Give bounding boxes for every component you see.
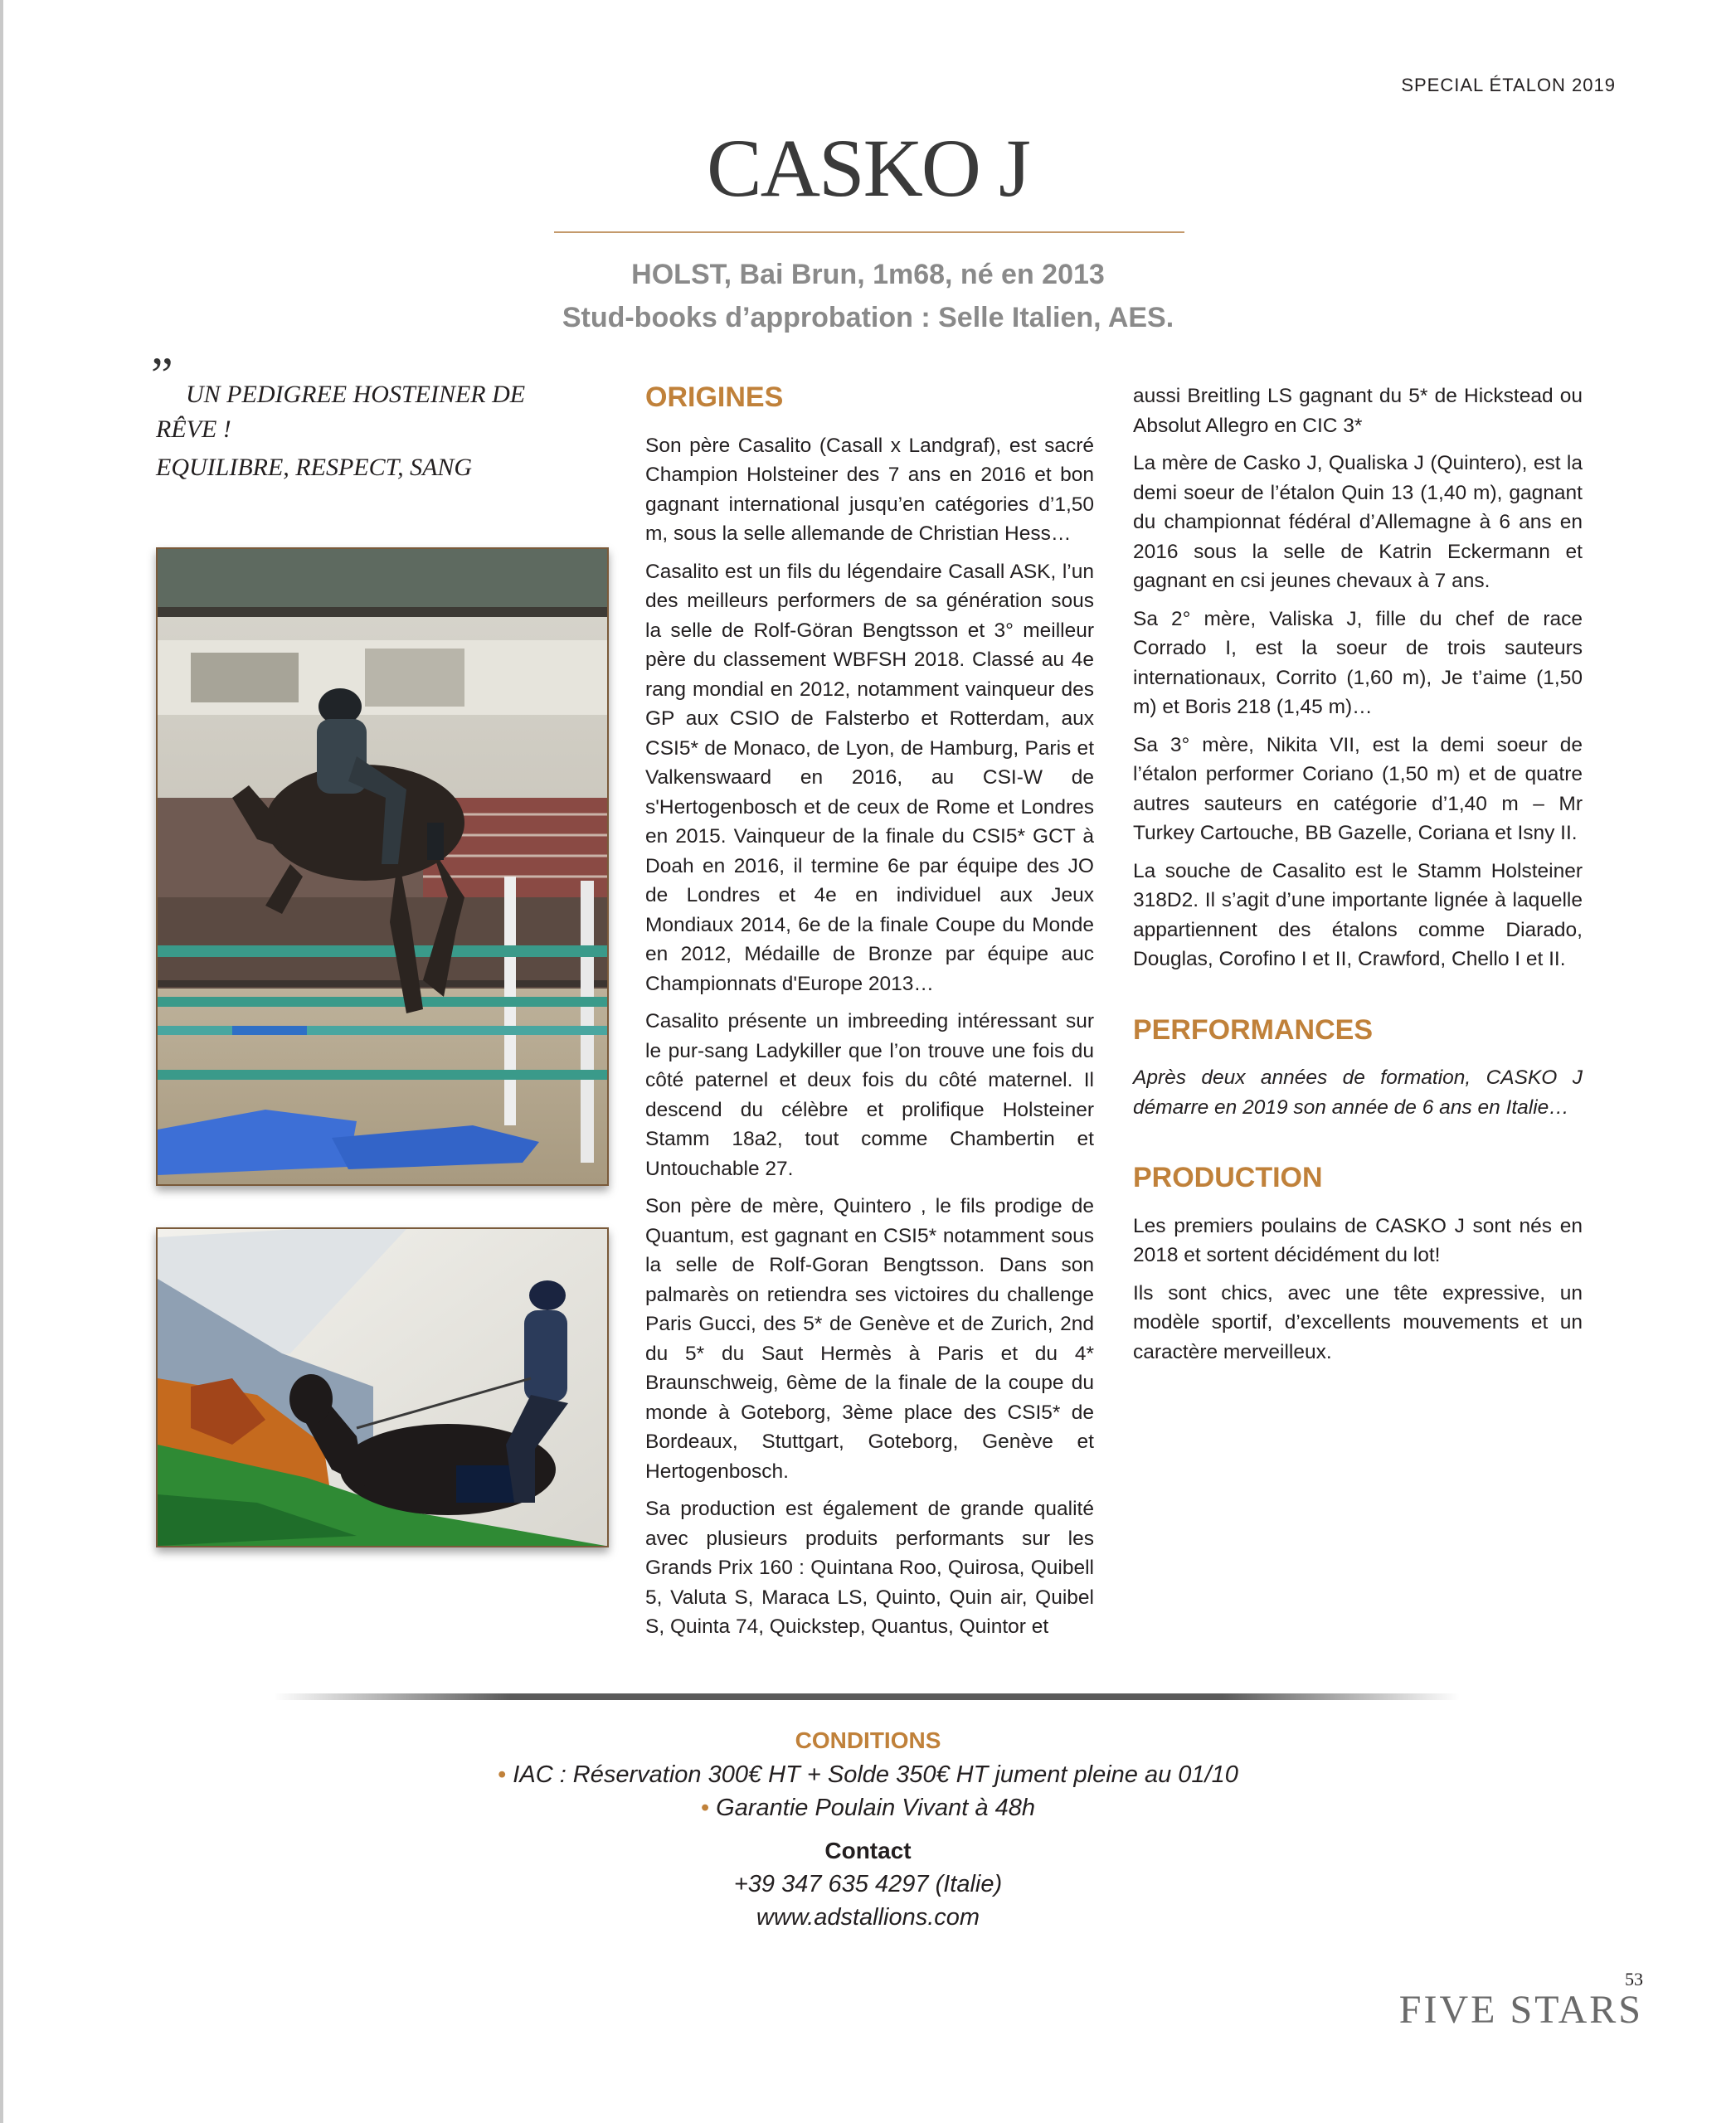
pedigree-paragraph: La mère de Casko J, Qualiska J (Quintero), est la demi soeur de l’étalon Quin 13 (1,40 m), gagnant du championnat fédéral d’Allemagne à 6 ans en 2016 sous la selle de Katrin Eckermann et gagnant en csi jeunes chevaux à 7 ans. — [1133, 452, 1583, 592]
production-paragraph: Les premiers poulains de CASKO J sont nés en 2018 et sortent décidément du lot! — [1133, 1214, 1583, 1266]
stallion-details — [0, 253, 1736, 339]
quote-mark-icon: ” — [151, 347, 173, 402]
pedigree-paragraph: Sa 2° mère, Valiska J, fille du chef de race Corrado I, est la soeur de trois sauteurs internationaux, Corrito (1,60 m), Je t’aime (1,50 m) et Boris 218 (1,45 m)… — [1133, 607, 1583, 718]
contact-phone: +39 347 635 4297 (Italie) — [733, 1871, 1003, 1897]
performances-heading: PERFORMANCES — [1133, 1013, 1374, 1046]
stallion-name-title: CASKO J — [707, 122, 1029, 214]
performances-text: Après deux années de formation, CASKO J démarre en 2019 son année de 6 ans en Italie… — [1133, 1066, 1583, 1119]
origines-paragraph: Sa production est également de grande qualité avec plusieurs produits performants sur les Grands Prix 160 : Quintana Roo, Quirosa, Quibell 5, Valuta S, Maraca LS, Quinto, Quin air, Quibel S, Quinta 74, Quickstep, Quantus, Quintor et — [645, 1498, 1094, 1638]
bullet-icon: • — [701, 1795, 710, 1821]
origines-paragraph: Casalito présente un imbreeding intéressant sur le pur-sang Ladykiller que l’on trouve une fois du côté paternel et deux fois du côté maternel. Il descend du célèbre et prolifique Holsteiner Stamm 18a2, tout comme Chambertin et Untouchable 27. — [645, 1010, 1094, 1180]
condition-item — [0, 1758, 1736, 1791]
page-number: 53 — [1625, 1969, 1643, 1989]
title-divider — [554, 231, 1184, 233]
conditions-block — [0, 1723, 1736, 1934]
origines-heading: ORIGINES — [645, 381, 784, 413]
conditions-heading: CONDITIONS — [795, 1727, 941, 1753]
bullet-icon: • — [498, 1761, 507, 1788]
pedigree-paragraph: Sa 3° mère, Nikita VII, est la demi soeur de l’étalon performer Coriano (1,50 m) et de quatre autres sauteurs en catégorie d’1,40 m – Mr Turkey Cartouche, BB Gazelle, Coriana et Isny II. — [1133, 733, 1583, 844]
origines-paragraph: Son père Casalito (Casall x Landgraf), est sacré Champion Holsteiner des 7 ans en 2016 et bon gagnant international jusqu’en catégories d’1,50 m, sous la selle allemande de Christian Hess… — [645, 434, 1094, 545]
contact-website: www.adstallions.com — [756, 1904, 980, 1931]
section-divider — [274, 1693, 1460, 1700]
contact-heading: Contact — [824, 1838, 912, 1863]
magazine-section-label: SPECIAL ÉTALON 2019 — [1401, 75, 1616, 95]
condition-text: Garantie Poulain Vivant à 48h — [716, 1795, 1035, 1821]
flatwork-photo-illustration — [158, 1229, 607, 1546]
production-paragraph: Ils sont chics, avec une tête expressive, un modèle sportif, d’excellents mouvements et un caractère merveilleux. — [1133, 1281, 1583, 1363]
origines-column — [645, 383, 1094, 1650]
pedigree-paragraph: La souche de Casalito est le Stamm Holsteiner 318D2. Il s’agit d’une importante lignée à laquelle appartiennent des étalons comme Diarado, Douglas, Corofino I et II, Crawford, Chello I et II. — [1133, 859, 1583, 970]
flatwork-photo — [156, 1227, 609, 1547]
pull-quote-line2: EQUILIBRE, RESPECT, SANG — [156, 454, 473, 481]
stallion-details-line2: Stud-books d’approbation : Selle Italien, AES. — [562, 302, 1174, 333]
jumping-photo — [156, 547, 609, 1186]
jumping-photo-illustration — [158, 549, 607, 1184]
condition-item — [0, 1791, 1736, 1824]
pull-quote-line1: UN PEDIGREE HOSTEINER DE RÊVE ! — [156, 381, 526, 443]
origines-paragraph: Son père de mère, Quintero , le fils prodige de Quantum, est gagnant en CSI5* notamment sous la selle de Rolf-Goran Bengtsson. Dans son palmarès on retiendra ses victoires du challenge Paris Gucci, des 5* de Genève et de Zurich, 2nd du 5* du Saut Hermès à Paris et du 4* Braunschweig, 6ème de la finale de la coupe du monde à Goteborg, 3ème place des CSI5* de Bordeaux, Stuttgart, Goteborg, Genève et Hertogenbosch. — [645, 1195, 1094, 1483]
stallion-details-line1: HOLST, Bai Brun, 1m68, né en 2013 — [631, 259, 1105, 290]
condition-text: IAC : Réservation 300€ HT + Solde 350€ HT jument pleine au 01/10 — [513, 1761, 1238, 1788]
origines-paragraph: Casalito est un fils du légendaire Casall ASK, l’un des meilleurs performers de sa génération sous la selle de Rolf-Göran Bengtsson et 3° meilleur père du classement WBFSH 2018. Classé au 4e rang mondial en 2012, notamment vainqueur des GP aux CSIO de Falsterbo et Rotterdam, aux CSI5* de Monaco, de Lyon, de Hamburg, Paris et Valkenswaard en 2016, au CSI-W de s'Hertogenbosch et de ceux de Rome et Londres en 2015. Vainqueur de la finale du CSI5* GCT à Doah en 2016, il termine 6e par équipe des JO de Londres et 4e en individuel aux Jeux Mondiaux 2014, 6e de la finale Coupe du Monde en 2012, Médaille de Bronze par équipe auc Championnats d'Europe 2013… — [645, 560, 1094, 995]
production-heading: PRODUCTION — [1133, 1162, 1323, 1193]
pull-quote — [156, 377, 537, 485]
pedigree-paragraph: aussi Breitling LS gagnant du 5* de Hickstead ou Absolut Allegro en CIC 3* — [1133, 385, 1583, 437]
right-column — [1133, 381, 1583, 1375]
magazine-brand-logo: FIVE STARS — [1398, 1988, 1643, 2032]
